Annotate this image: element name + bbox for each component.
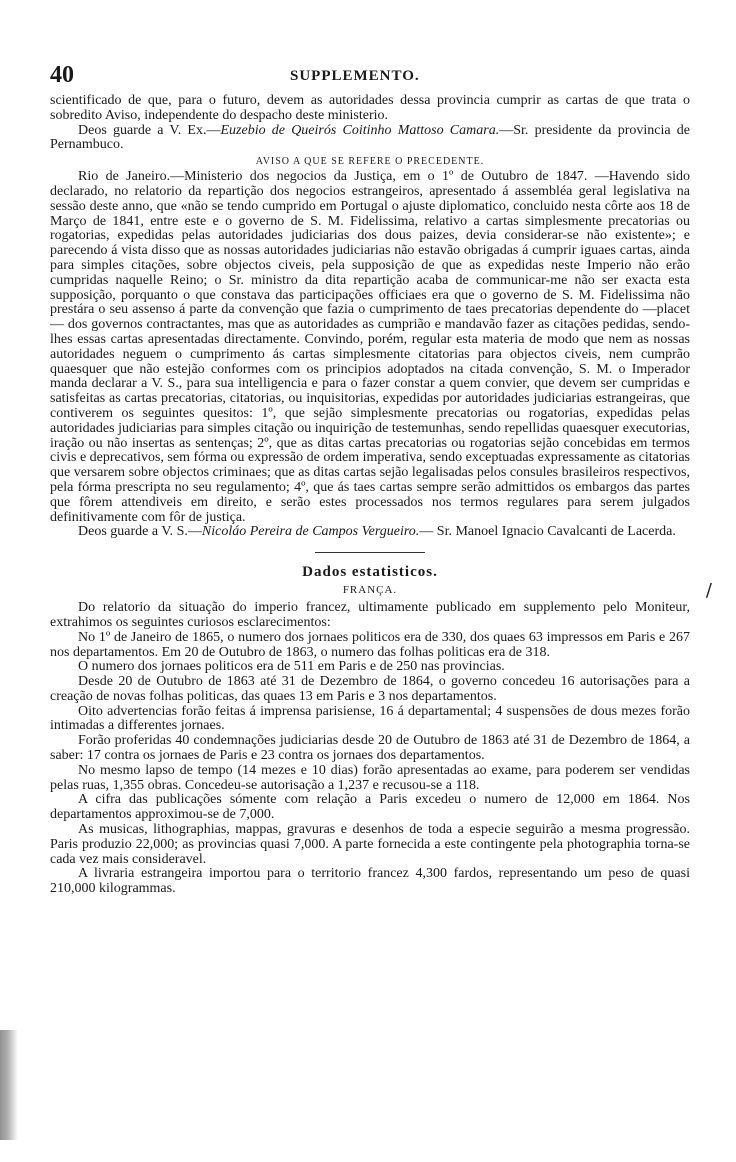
section-divider (315, 552, 425, 553)
scan-edge-shadow (0, 1030, 18, 1140)
recipient: —Sr. presidente da provincia de Pernambuco. (50, 122, 690, 153)
aviso-body: Rio de Janeiro.—Ministerio dos negocios da Justiça, em o 1º de Outubro de 1847. —Havendo sido declarado, no relatorio da repartição dos negocios estrangeiros, apresentado á assembléa geral legislativa na sessão deste anno, que «não se tendo cumprido em Portugal o ajuste diplomatico, concluido nesta côrte aos 18 de Março de 1841, entre este e o governo de S. M. Fidelissima, relativo a cartas simplesmente precatorias ou rogatorias, expedidas pelas autoridades judiciarias dos dous paizes, devia considerar-se não existente»; e parecendo á vista disso que as nossas autoridades judiciarias não estavão obrigadas á cumprir iguaes cartas, ainda para simples citações, sobre objectos civeis, pela supposição de que as expedidas neste Imperio não erão cumpridas naquelle Reino; o Sr. ministro da dita repartição acaba de communicar-me não ser exacta esta supposição, porquanto o que constava das participações officiaes era que o governo de S. M. Fidelissima não prestára o seu assenso á parte da convenção que fazia o cumprimento de taes precatorias dependente do —placet— dos governos contractantes, mas que as autoridades as cumprião e mandavão fazer as citações pedidas, sendo-lhes essas cartas apresentadas directamente. Convindo, porém, regular esta materia de modo que nem as nossas autoridades neguem o cumprimento ás cartas simplesmente citatorias para objectos civeis, nem cumprão quaesquer que não estejão conformes com os principios adoptados na citada convenção, S. M. o Imperador manda declarar a V. S., para sua intelligencia e para o fazer constar a quem convier, que devem ser cumpridas e satisfeitas as cartas precatorias, citatorias, ou inquisitorias, expedidas por autoridades judiciarias estrangeiras, que contiverem os seguintes quesitos: 1º, que sejão simplesmente precatorias ou rogatorias, expedidas pelas autoridades judiciarias para simples citação ou inquirição de testemunhas, sendo repellidas quaesquer executorias, iração ou não insertas as sentenças; 2º, que as ditas cartas precatorias ou rogatorias sejão concebidas em termos civis e deprecativos, sem fórma ou expressão de ordem imperativa, sendo exceptuadas expressamente as citatorias que versarem sobre objectos criminaes; que as ditas cartas sejão legalisadas pelos consules brasileiros respectivos, pela fórma prescripta no seu regulamento; 4º, que ás taes cartas sempre serão admittidos os embargos das partes que fôrem attendiveis em direito, e serão estes processados nos termos regulares para serem julgados definitivamente com fôr de justiça. (50, 169, 690, 525)
signature: Euzebio de Queirós Coitinho Mattoso Camara. (220, 122, 500, 138)
continued-paragraph: scientificado de que, para o futuro, devem as autoridades dessa provincia cumprir as cartas de que trata o sobredito Aviso, independente do despacho deste ministerio. (50, 93, 690, 123)
margin-mark-icon: / (705, 580, 712, 601)
stats-paragraph: No mesmo lapso de tempo (14 mezes e 10 dias) forão apresentadas ao exame, para poderem ser vendidas pelas ruas, 1,355 obras. Concedeu-se autorisação a 1,237 e recusou-se a 118. (50, 762, 690, 793)
document-page (50, 62, 690, 1142)
country-heading: FRANÇA. (342, 584, 398, 597)
section-heading: Dados estatisticos. (302, 564, 438, 581)
closing-formula: Deos guarde a V. S.— (78, 524, 202, 540)
closing-line (50, 525, 690, 540)
closing-formula: Deos guarde a V. Ex.— (78, 122, 221, 138)
stats-paragraph: Oito advertencias forão feitas á imprensa parisiense, 16 á departamental; 4 suspensões de dous mezes forão intimadas a differentes jornaes. (50, 703, 690, 734)
stats-paragraph: O numero dos jornaes politicos era de 511 em Paris e de 250 nas provincias. (78, 659, 505, 675)
stats-paragraph: A livraria estrangeira importou para o territorio francez 4,300 fardos, representando um peso de quasi 210,000 kilogrammas. (50, 866, 690, 897)
stats-paragraph: Desde 20 de Outubro de 1863 até 31 de Dezembro de 1864, o governo concedeu 16 autorisações para a creação de novas folhas politicas, das quaes 13 em Paris e 3 nos departamentos. (50, 674, 690, 704)
stats-paragraph: No 1º de Janeiro de 1865, o numero dos jornaes politicos era de 330, dos quaes 63 impressos em Paris e 267 nos departamentos. Em 20 de Outubro de 1863, o numero das folhas politicas era de 318. (50, 629, 690, 660)
signature: Nicoláo Pereira de Campos Vergueiro. (201, 524, 420, 540)
recipient: — Sr. Manoel Ignacio Cavalcanti de Lacerda. (419, 524, 676, 540)
closing-line (50, 124, 690, 154)
stats-paragraph: Forão proferidas 40 condemnações judiciarias desde 20 de Outubro de 1863 até 31 de Dezembro de 1864, a saber: 17 contra os jornaes de Paris e 23 contra os jornaes dos departamentos. (50, 733, 690, 764)
page-number: 40 (50, 62, 74, 88)
stats-paragraph: Do relatorio da situação do imperio francez, ultimamente publicado em supplemento pelo Moniteur, extrahimos os seguintes curiosos esclarecimentos: (50, 600, 690, 630)
aviso-heading: AVISO A QUE SE REFERE O PRECEDENTE. (255, 156, 485, 168)
stats-paragraph: As musicas, lithographias, mappas, gravuras e desenhos de toda a especie seguirão a mesma progressão. Paris produzio 22,000; as provincias quasi 7,000. A parte fornecida a este contingente pela photographia torna-se cada vez mais consideravel. (50, 822, 690, 867)
stats-paragraph: A cifra das publicações sómente com relação a Paris excedeu o numero de 12,000 em 1864. Nos departamentos approximou-se de 7,000. (50, 792, 690, 823)
running-title: SUPPLEMENTO. (290, 68, 420, 84)
page-header (50, 62, 690, 88)
